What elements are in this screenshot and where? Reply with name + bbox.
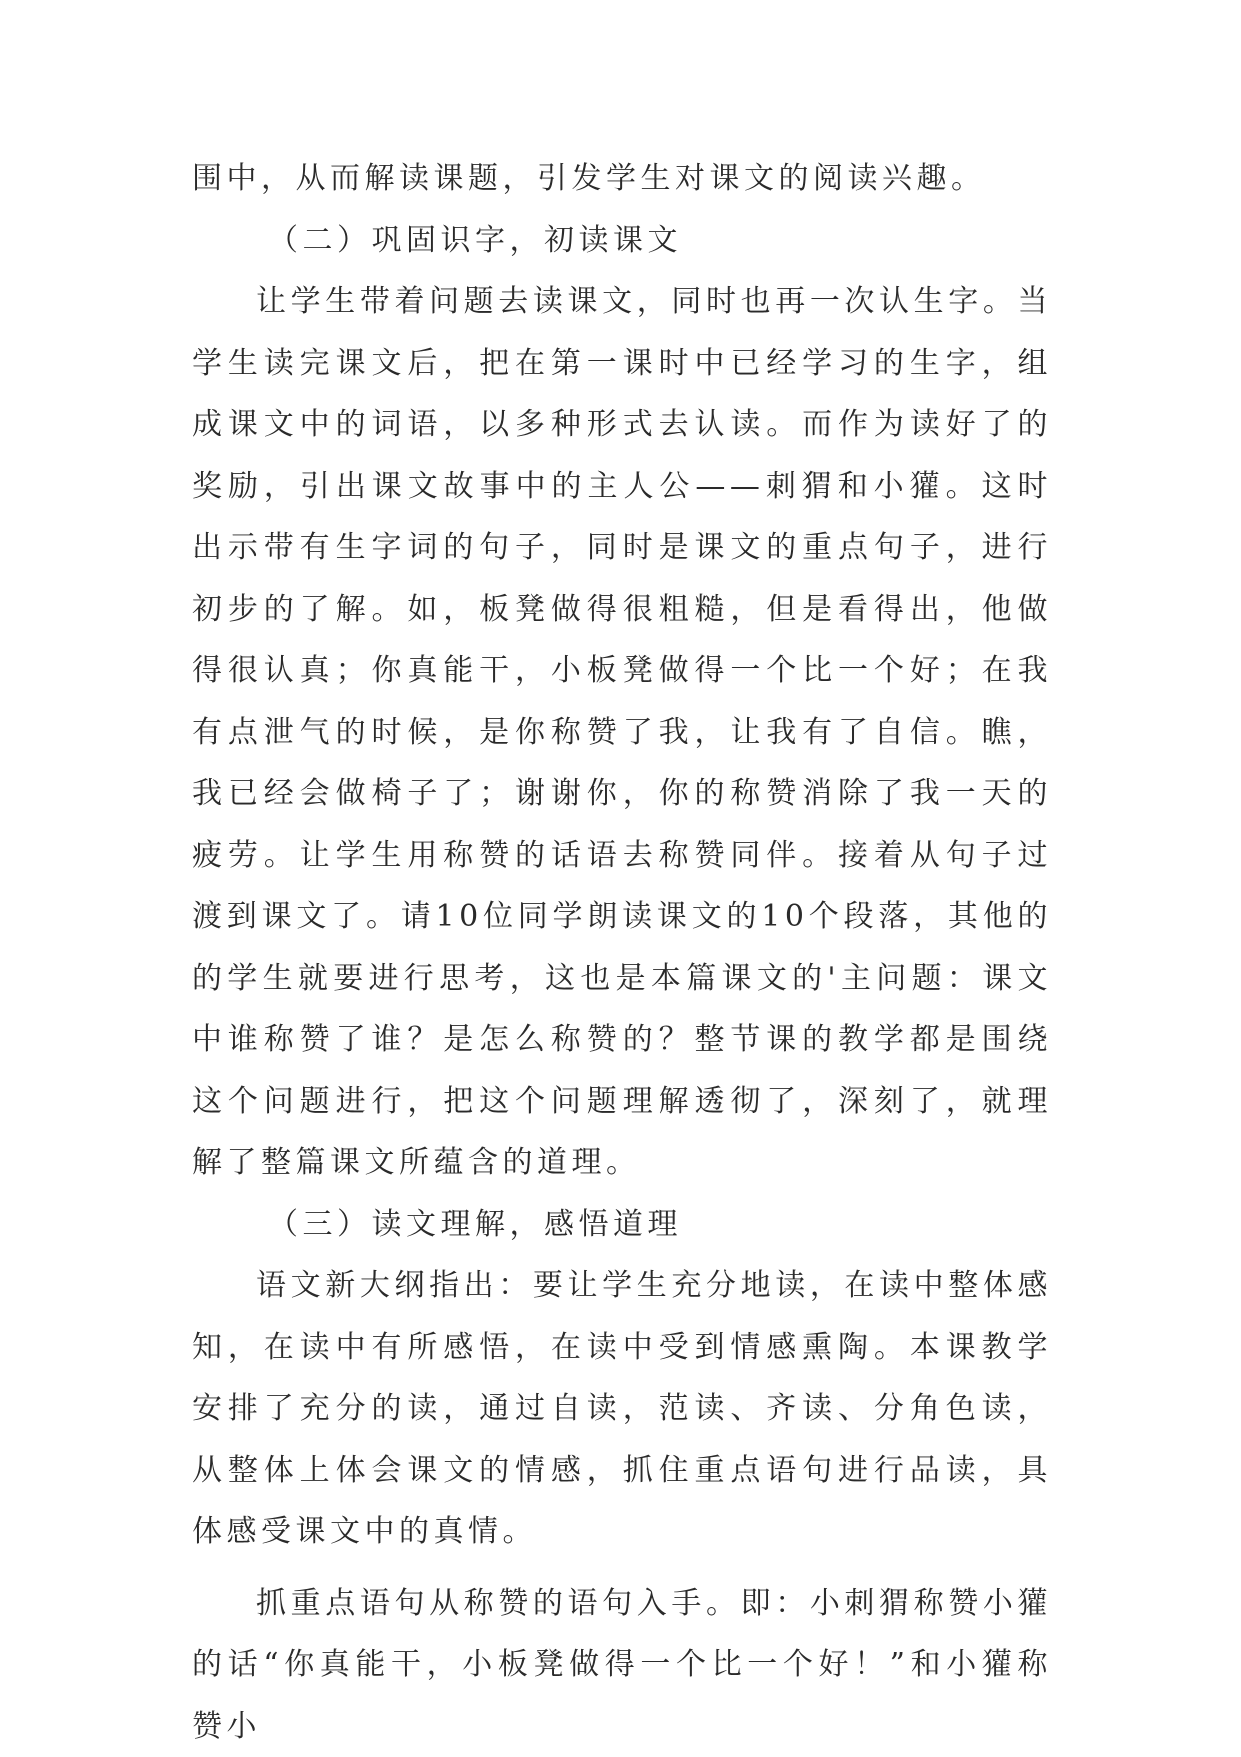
paragraph-body: 抓重点语句从称赞的语句入手。即：小刺猬称赞小獾的话“你真能干，小板凳做得一个比一个好！”和小獾称赞小 xyxy=(192,1573,1052,1757)
section-heading-2: （二）巩固识字，初读课文 xyxy=(192,210,1052,272)
paragraph-continuation: 围中，从而解读课题，引发学生对课文的阅读兴趣。 xyxy=(192,148,1052,210)
section-heading-3: （三）读文理解，感悟道理 xyxy=(192,1194,1052,1256)
paragraph-body: 让学生带着问题去读课文，同时也再一次认生字。当学生读完课文后，把在第一课时中已经学习的生字，组成课文中的词语，以多种形式去认读。而作为读好了的奖励，引出课文故事中的主人公——刺猬和小獾。这时出示带有生字词的句子，同时是课文的重点句子，进行初步的了解。如，板凳做得很粗糙，但是看得出，他做得很认真；你真能干，小板凳做得一个比一个好；在我有点泄气的时候，是你称赞了我，让我有了自信。瞧，我已经会做椅子了；谢谢你，你的称赞消除了我一天的疲劳。让学生用称赞的话语去称赞同伴。接着从句子过渡到课文了。请10位同学朗读课文的10个段落，其他的的学生就要进行思考，这也是本篇课文的'主问题：课文中谁称赞了谁？是怎么称赞的？整节课的教学都是围绕这个问题进行，把这个问题理解透彻了，深刻了，就理解了整篇课文所蕴含的道理。 xyxy=(192,271,1052,1194)
document-body xyxy=(192,148,1052,1757)
paragraph-body: 语文新大纲指出：要让学生充分地读，在读中整体感知，在读中有所感悟，在读中受到情感熏陶。本课教学安排了充分的读，通过自读，范读、齐读、分角色读，从整体上体会课文的情感，抓住重点语句进行品读，具体感受课文中的真情。 xyxy=(192,1255,1052,1563)
